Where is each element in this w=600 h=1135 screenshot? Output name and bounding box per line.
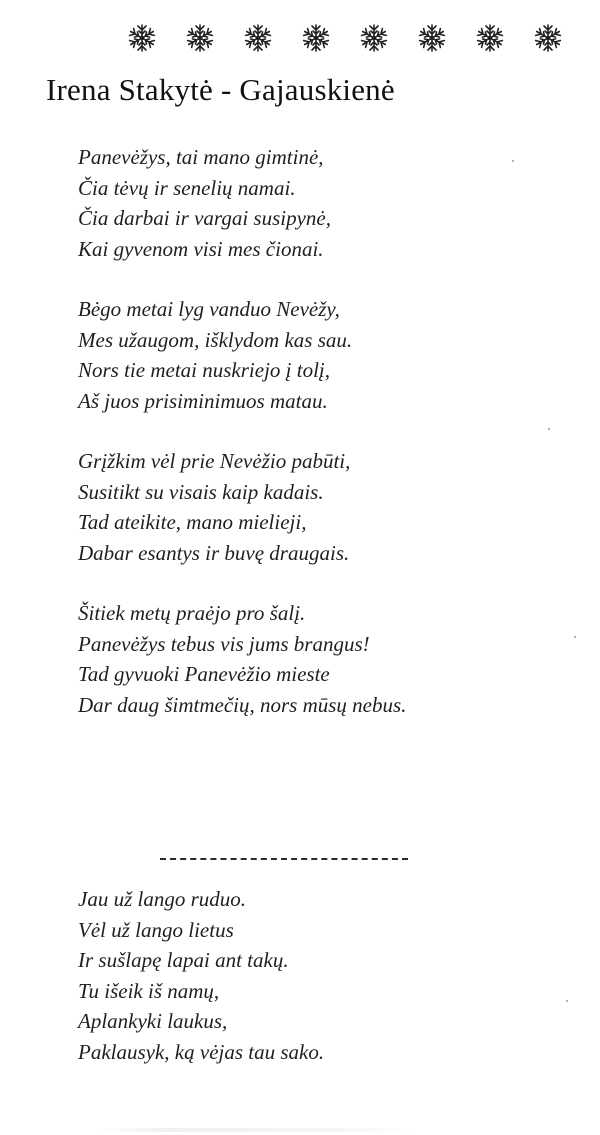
poem-line: Aplankyki laukus, — [78, 1009, 228, 1033]
author-name: Irena Stakytė - Gajauskienė — [46, 72, 395, 107]
poem-line: Tu išeik iš namų, — [78, 978, 220, 1003]
snowflake-icon — [358, 22, 390, 54]
poem-line: Panevėžys, tai mano gimtinė, — [78, 145, 324, 169]
snowflake-icon — [126, 22, 158, 54]
poem-line: Bėgo metai lyg vanduo Nevėžy, — [78, 297, 340, 321]
poem-line: Dar daug šimtmečių, nors mūsų nebus. — [78, 692, 407, 717]
stanza — [78, 142, 406, 264]
poem-line: Aš juos prisiminimuos matau. — [78, 388, 328, 413]
poem-line: Tad gyvuoki Panevėžio mieste — [78, 662, 330, 686]
scan-speck — [548, 428, 550, 430]
poem-line: Šitiek metų praėjo pro šalį. — [78, 601, 306, 625]
poem-line: Jau už lango ruduo. — [78, 887, 246, 911]
poem-panevezys — [78, 142, 406, 750]
scan-speck — [512, 160, 514, 162]
poem-line: Vėl už lango lietus — [78, 917, 234, 942]
scan-speck — [574, 636, 576, 638]
stanza — [78, 598, 406, 720]
dashed-separator — [160, 858, 408, 862]
poem-line: Grįžkim vėl prie Nevėžio pabūti, — [78, 449, 351, 473]
poem-line: Nors tie metai nuskriejo į tolį, — [78, 358, 330, 382]
poem-line: Dabar esantys ir buvę draugais. — [78, 540, 350, 565]
poem-line: Panevėžys tebus vis jums brangus! — [78, 631, 370, 656]
poem-line: Mes užaugom, išklydom kas sau. — [78, 327, 353, 352]
snowflake-icon — [474, 22, 506, 54]
poem-line: Kai gyvenom visi mes čionai. — [78, 236, 324, 261]
poem-line: Čia tėvų ir senelių namai. — [78, 175, 296, 200]
snowflake-icon — [300, 22, 332, 54]
stanza — [78, 446, 406, 568]
poem-line: Susitikt su visais kaip kadais. — [78, 479, 324, 504]
snowflake-ornament-row — [126, 20, 600, 56]
poem-line: Paklausyk, ką vėjas tau sako. — [78, 1039, 325, 1064]
snowflake-icon — [242, 22, 274, 54]
scan-speck — [566, 1000, 568, 1002]
poem-ruduo — [78, 884, 324, 1067]
poem-line: Ir sušlapę lapai ant takų. — [78, 948, 289, 972]
snowflake-icon — [416, 22, 448, 54]
snowflake-icon — [532, 22, 564, 54]
scan-edge-noise — [100, 1128, 420, 1132]
stanza — [78, 294, 406, 416]
poem-line: Tad ateikite, mano mielieji, — [78, 510, 307, 534]
poem-line: Čia darbai ir vargai susipynė, — [78, 206, 331, 230]
snowflake-icon — [184, 22, 216, 54]
